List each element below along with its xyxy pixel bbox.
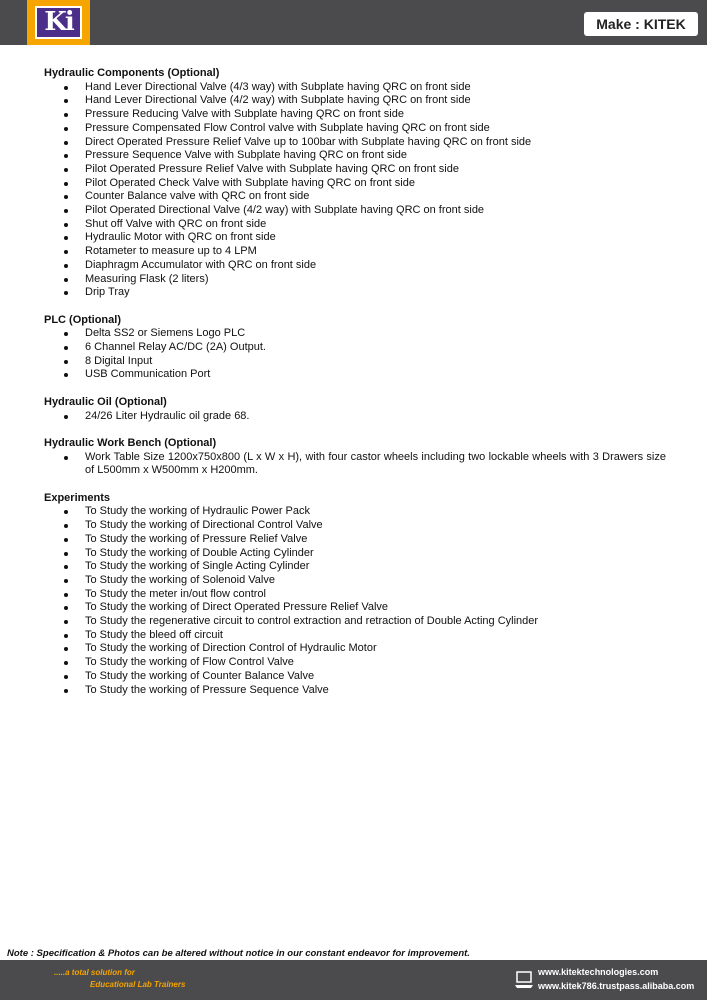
list-item: Pressure Reducing Valve with Subplate having QRC on front side bbox=[44, 108, 666, 122]
list-item: To Study the working of Direction Control of Hydraulic Motor bbox=[44, 642, 666, 656]
list-item: To Study the working of Counter Balance Valve bbox=[44, 670, 666, 684]
list-item: To Study the working of Pressure Relief Valve bbox=[44, 533, 666, 547]
list-item: Measuring Flask (2 liters) bbox=[44, 273, 666, 287]
list-item: To Study the working of Solenoid Valve bbox=[44, 574, 666, 588]
make-badge: Make : KITEK bbox=[584, 12, 698, 36]
section-hydraulic-components bbox=[44, 67, 666, 300]
list-item: 24/26 Liter Hydraulic oil grade 68. bbox=[44, 410, 666, 424]
list-item: To Study the working of Direct Operated Pressure Relief Valve bbox=[44, 601, 666, 615]
list-item: To Study the working of Single Acting Cylinder bbox=[44, 560, 666, 574]
tagline-line1: .....a total solution for bbox=[54, 968, 135, 977]
website-link-main[interactable]: www.kitektechnologies.com bbox=[538, 967, 659, 977]
list-item: Counter Balance valve with QRC on front side bbox=[44, 190, 666, 204]
section-plc bbox=[44, 314, 666, 383]
bullet-list bbox=[44, 410, 666, 424]
section-title: Hydraulic Oil (Optional) bbox=[44, 395, 167, 408]
page-footer bbox=[0, 960, 707, 1000]
spec-content bbox=[44, 67, 666, 711]
list-item: To Study the bleed off circuit bbox=[44, 629, 666, 643]
list-item: To Study the working of Hydraulic Power Pack bbox=[44, 505, 666, 519]
list-item: Pilot Operated Directional Valve (4/2 way) with Subplate having QRC on front side bbox=[44, 204, 666, 218]
section-title: Experiments bbox=[44, 491, 111, 504]
list-item: Shut off Valve with QRC on front side bbox=[44, 218, 666, 232]
list-item: To Study the regenerative circuit to control extraction and retraction of Double Acting Cylinder bbox=[44, 615, 666, 629]
list-item: Pilot Operated Check Valve with Subplate having QRC on front side bbox=[44, 177, 666, 191]
list-item: To Study the working of Pressure Sequence Valve bbox=[44, 684, 666, 698]
list-item: USB Communication Port bbox=[44, 368, 666, 382]
list-item: 6 Channel Relay AC/DC (2A) Output. bbox=[44, 341, 666, 355]
list-item: 8 Digital Input bbox=[44, 355, 666, 369]
list-item: Direct Operated Pressure Relief Valve up to 100bar with Subplate having QRC on front side bbox=[44, 136, 666, 150]
list-item: To Study the working of Double Acting Cylinder bbox=[44, 547, 666, 561]
section-experiments bbox=[44, 492, 666, 698]
tagline-line2: Educational Lab Trainers bbox=[90, 980, 186, 989]
website-link-alibaba[interactable]: www.kitek786.trustpass.alibaba.com bbox=[538, 981, 695, 991]
list-item: Work Table Size 1200x750x800 (L x W x H), with four castor wheels including two lockable wheels with 3 Drawers size of L500mm x W500mm x H200mm. bbox=[44, 451, 666, 478]
list-item: Hand Lever Directional Valve (4/3 way) with Subplate having QRC on front side bbox=[44, 81, 666, 95]
list-item: To Study the working of Flow Control Valve bbox=[44, 656, 666, 670]
disclaimer-note: Note : Specification & Photos can be altered without notice in our constant endeavor for improvement. bbox=[7, 948, 470, 959]
bullet-list bbox=[44, 81, 666, 300]
laptop-icon bbox=[514, 969, 534, 991]
section-hydraulic-oil bbox=[44, 396, 666, 423]
list-item: Drip Tray bbox=[44, 286, 666, 300]
section-title: Hydraulic Work Bench (Optional) bbox=[44, 436, 217, 449]
list-item: Pressure Compensated Flow Control valve with Subplate having QRC on front side bbox=[44, 122, 666, 136]
list-item: Hand Lever Directional Valve (4/2 way) with Subplate having QRC on front side bbox=[44, 94, 666, 108]
list-item: Pilot Operated Pressure Relief Valve with Subplate having QRC on front side bbox=[44, 163, 666, 177]
page-header bbox=[0, 0, 707, 45]
logo-mark: Ki bbox=[35, 6, 82, 39]
kitek-logo bbox=[27, 0, 90, 45]
section-title: Hydraulic Components (Optional) bbox=[44, 67, 220, 79]
bullet-list bbox=[44, 327, 666, 382]
bullet-list bbox=[44, 505, 666, 697]
list-item: Hydraulic Motor with QRC on front side bbox=[44, 231, 666, 245]
list-item: Delta SS2 or Siemens Logo PLC bbox=[44, 327, 666, 341]
list-item: To Study the meter in/out flow control bbox=[44, 588, 666, 602]
list-item: Pressure Sequence Valve with Subplate having QRC on front side bbox=[44, 149, 666, 163]
list-item: Rotameter to measure up to 4 LPM bbox=[44, 245, 666, 259]
list-item: To Study the working of Directional Control Valve bbox=[44, 519, 666, 533]
section-title: PLC (Optional) bbox=[44, 313, 121, 326]
list-item: Diaphragm Accumulator with QRC on front side bbox=[44, 259, 666, 273]
bullet-list bbox=[44, 451, 666, 478]
section-work-bench bbox=[44, 437, 666, 478]
